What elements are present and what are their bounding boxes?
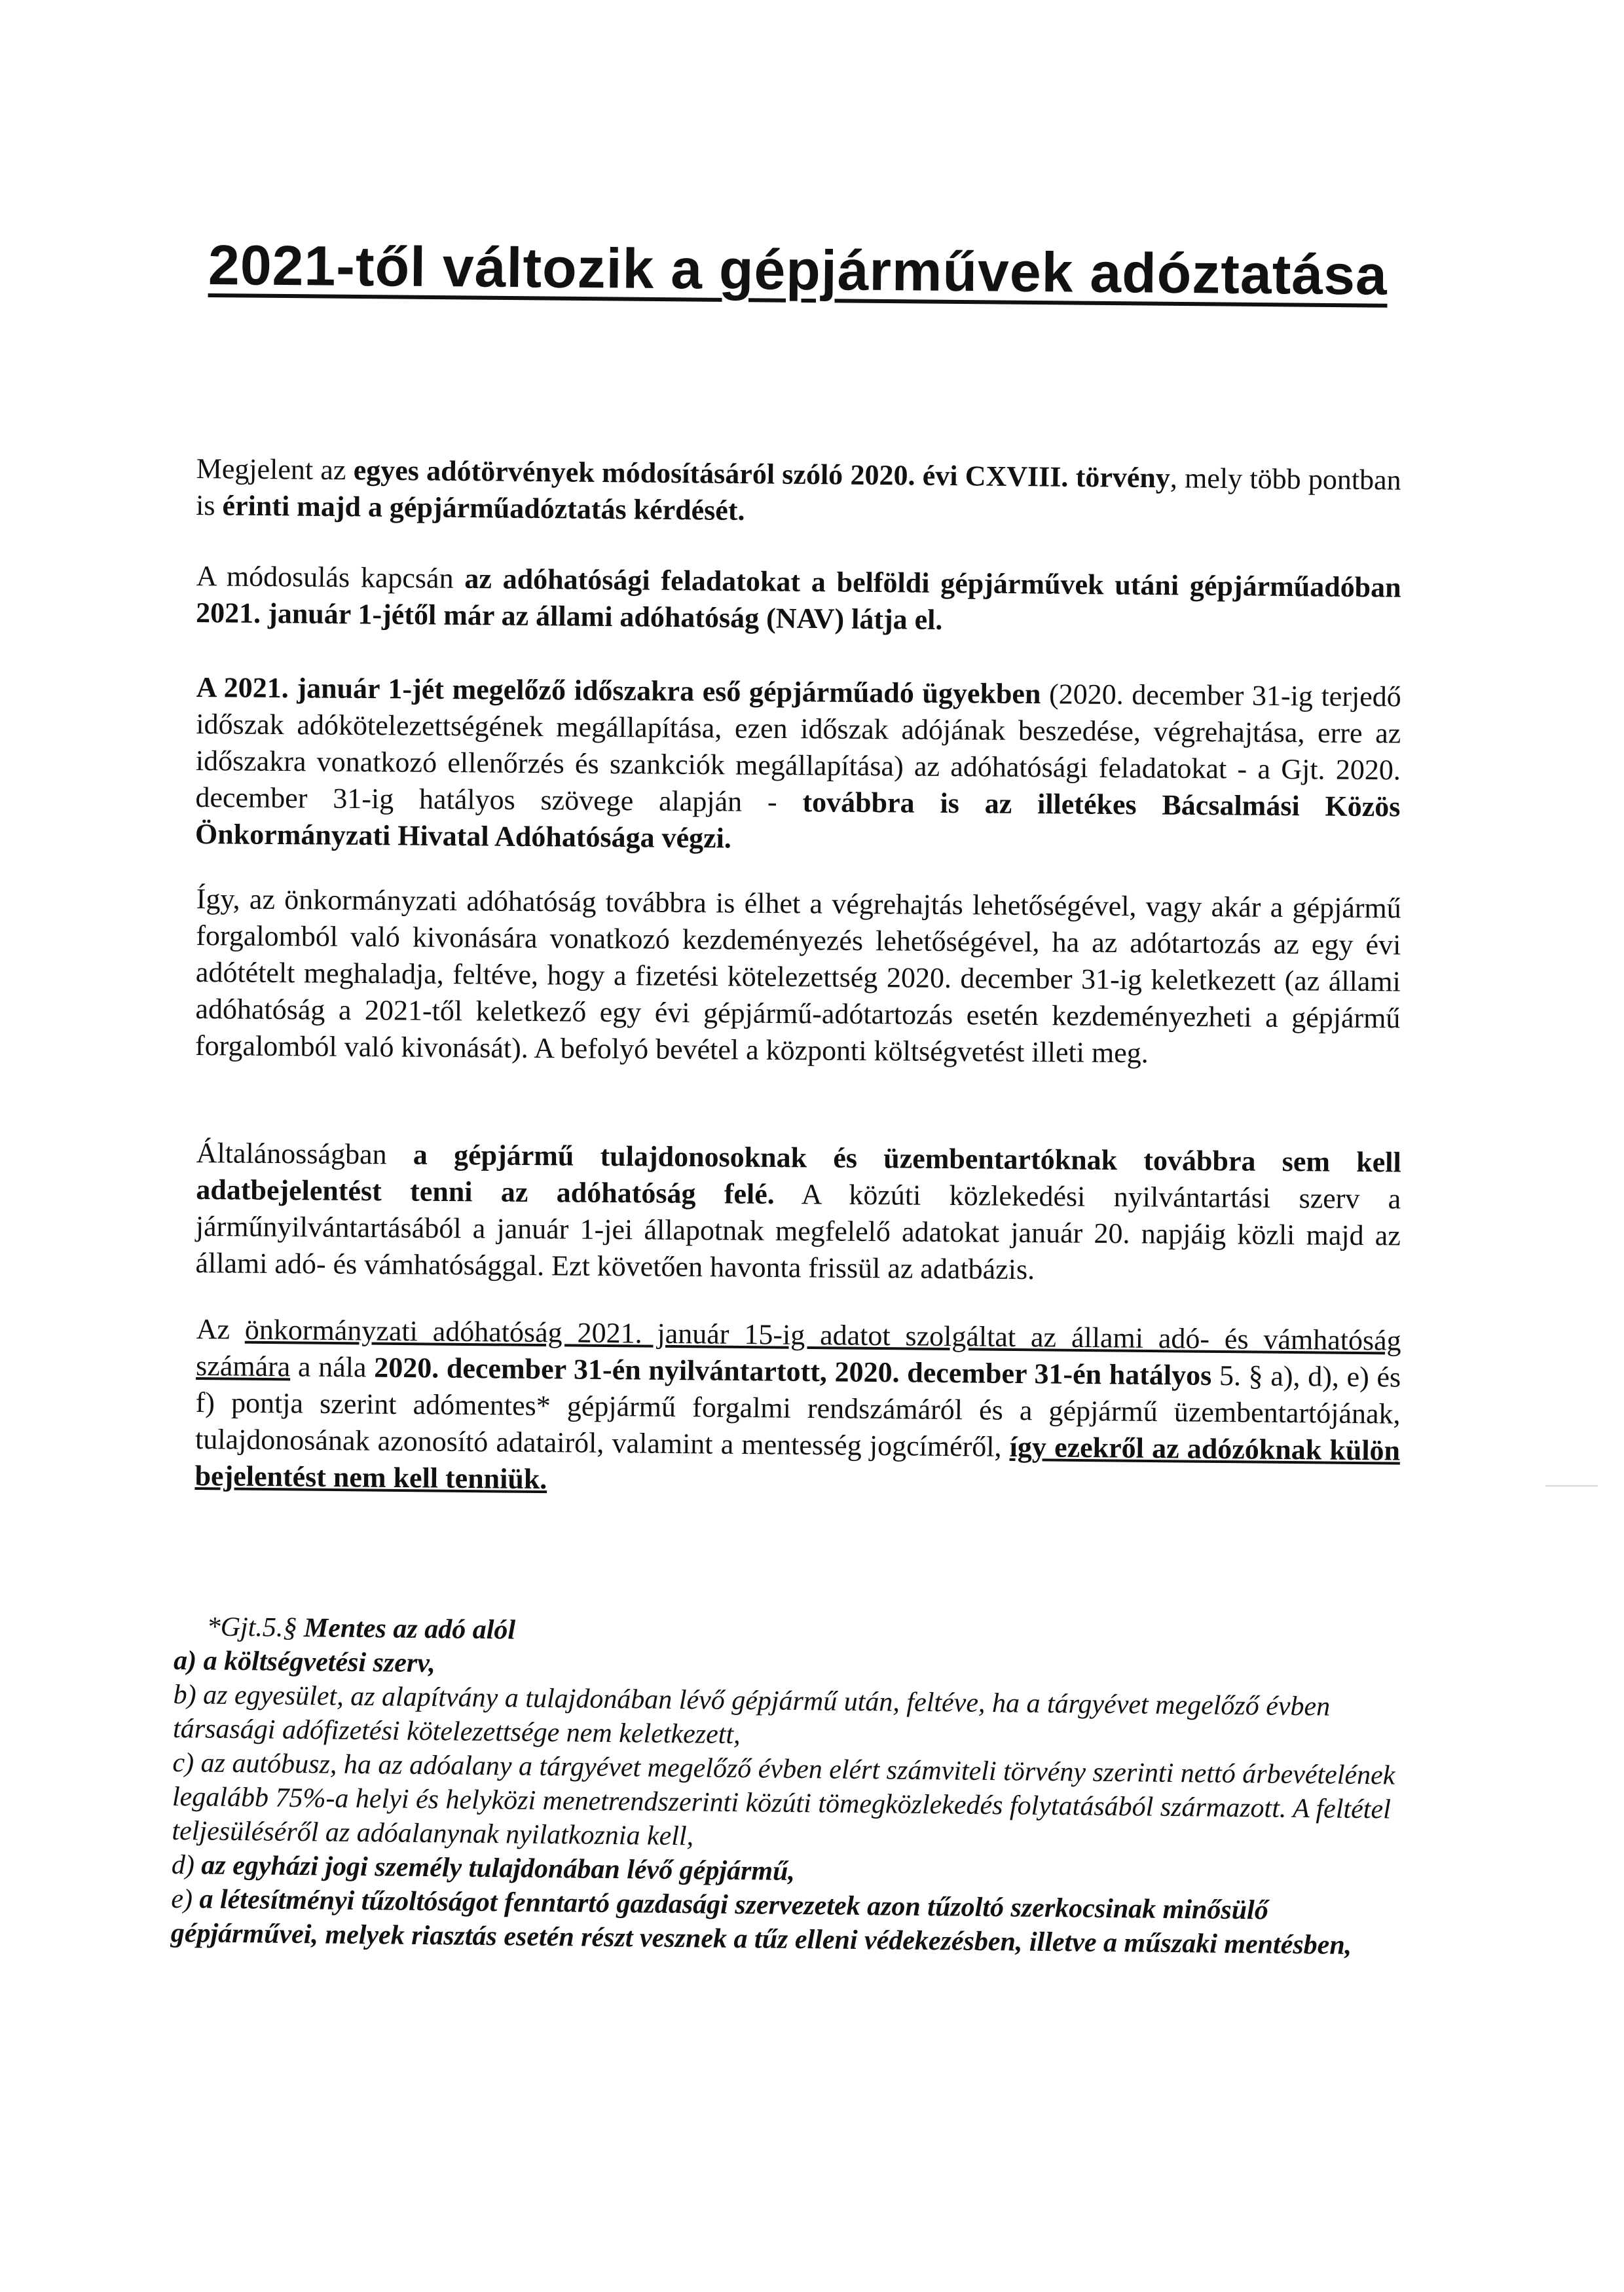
p1-text-c: , mely több pontban is [195, 462, 1401, 522]
document-title: 2021-től változik a gépjárművek adóztatása [208, 234, 1388, 307]
p6-emphasis-final: így ezekről az adózóknak külön bejelentést nem kell tenniük. [194, 1430, 1401, 1496]
p6-text-c: a nála [290, 1350, 375, 1384]
paragraph-nav-responsibility [196, 558, 1401, 643]
p1-emphasis: érinti majd a gépjárműadóztatás kérdését. [222, 489, 745, 527]
footnote-exemptions [171, 1610, 1405, 1963]
footnote-item-e [171, 1882, 1403, 1963]
p5-text-c: A közúti közlekedési nyilvántartási szerv a járműnyilvántartásából a január 1-jei állapotnak megfelelő adatokat január 20. napjáig közli majd az állami adó- és vámhatósággal. Ezt követően havonta frissül az adatbázis. [195, 1177, 1401, 1286]
paragraph-data-transfer [194, 1311, 1401, 1506]
paragraph-pre-2021-cases [195, 669, 1401, 862]
p3-text-b: (2020. december 31-ig terjedő időszak adókötelezettségének megállapítása, ezen időszak adójának beszedése, végrehajtása, erre az időszakra vonatkozó ellenőrzés és szankciók megállapítása) az adóhatósági feladatokat - a Gjt. 2020. december 31-ig hatályos szövege alapján - [195, 678, 1401, 819]
scan-artifact-line [1545, 1485, 1598, 1487]
footnote-item-b: b) az egyesület, az alapítvány a tulajdonában lévő gépjármű után, feltéve, ha a tárgyévet megelőző évben társasági adófizetési kötelezettsége nem keletkezett, [172, 1679, 1331, 1750]
footnote-item-c: c) az autóbusz, ha az adóalany a tárgyévet megelőző évben elért számviteli törvény szerinti nettó árbevételének legalább 75%-a helyi és helyközi menetrendszerinti közúti tömegközlekedés folytatásából származott. A feltétel teljesüléséről az adóalanynak nyilatkoznia kell, [172, 1747, 1395, 1852]
p2-emphasis: az adóhatósági feladatokat a belföldi gépjárművek utáni gépjárműadóban 2021. január 1-jétől már az állami adóhatóság (NAV) látja el. [195, 562, 1401, 636]
footnote-item-a-text: a) a költségvetési szerv, [173, 1645, 436, 1679]
footnote-item-d-text: az egyházi jogi személy tulajdonában lévő gépjármű, [201, 1850, 796, 1887]
footnote-item-e-label: e) [171, 1883, 200, 1915]
footnote-item-e-text: a létesítményi tűzoltóságot fenntartó gazdasági szervezetek azon tűzoltó szerkocsinak minősülő gépjárművei, melyek riasztás esetén részt vesznek a tűz elleni védekezésben, illetve a műszaki mentésben, [170, 1884, 1352, 1961]
footnote-ref: *Gjt.5.§ [206, 1612, 304, 1644]
p6-underlined: önkormányzati adóhatóság 2021. január 15-ig adatot szolgáltat az állami adó- és vámhatóság számára [195, 1313, 1401, 1383]
p1-law-name: egyes adótörvények módosításáról szóló 2020. évi CXVIII. törvény [353, 454, 1171, 494]
p3-emphasis-a: A 2021. január 1-jét megelőző időszakra eső gépjárműadó ügyekben [196, 671, 1041, 711]
p2-text-a: A módosulás kapcsán [196, 559, 465, 595]
footnote-heading-text: Mentes az adó alól [303, 1613, 516, 1646]
p4-text: Így, az önkormányzati adóhatóság továbbra is élhet a végrehajtás lehetőségével, vagy akár a gépjármű forgalomból való kivonására vonatkozó kezdeményezés lehetőségével, ha az adótartozás az egy évi adótételt meghaladja, feltéve, hogy a fizetési kötelezettség 2020. december 31-ig keletkezett (az állami adóhatóság a 2021-től keletkező egy évi gépjármű-adótartozás esetén kezdeményezheti a gépjármű forgalomból való kivonását). A befolyó bevétel a központi költségvetést illeti meg. [194, 882, 1401, 1069]
paragraph-law-published [196, 451, 1401, 536]
footnote-item-d-label: d) [171, 1849, 202, 1881]
p6-emphasis-date: 2020. december 31-én nyilvántartott, 2020. december 31-én hatályos [373, 1351, 1212, 1392]
paragraph-enforcement [195, 881, 1401, 1073]
p5-text-a: Általánosságban [196, 1136, 414, 1171]
p5-emphasis: a gépjármű tulajdonosoknak és üzembentartóknak továbbra sem kell adatbejelentést tenni az adóhatóság felé. [196, 1138, 1401, 1210]
p6-text-a: Az [196, 1312, 246, 1346]
p6-text-e: 5. § a), d), e) és f) pontja szerint adómentes* gépjármű forgalmi rendszámáról és a gépjármű üzembentartójának, tulajdonosának azonosító adatairól, valamint a mentesség jogcíméről, [194, 1359, 1401, 1463]
p1-text-a: Megjelent az [196, 452, 354, 487]
p3-emphasis-c: továbbra is az illetékes Bácsalmási Közös Önkormányzati Hivatal Adóhatósága végzi. [194, 786, 1401, 855]
paragraph-no-reporting [195, 1135, 1401, 1291]
